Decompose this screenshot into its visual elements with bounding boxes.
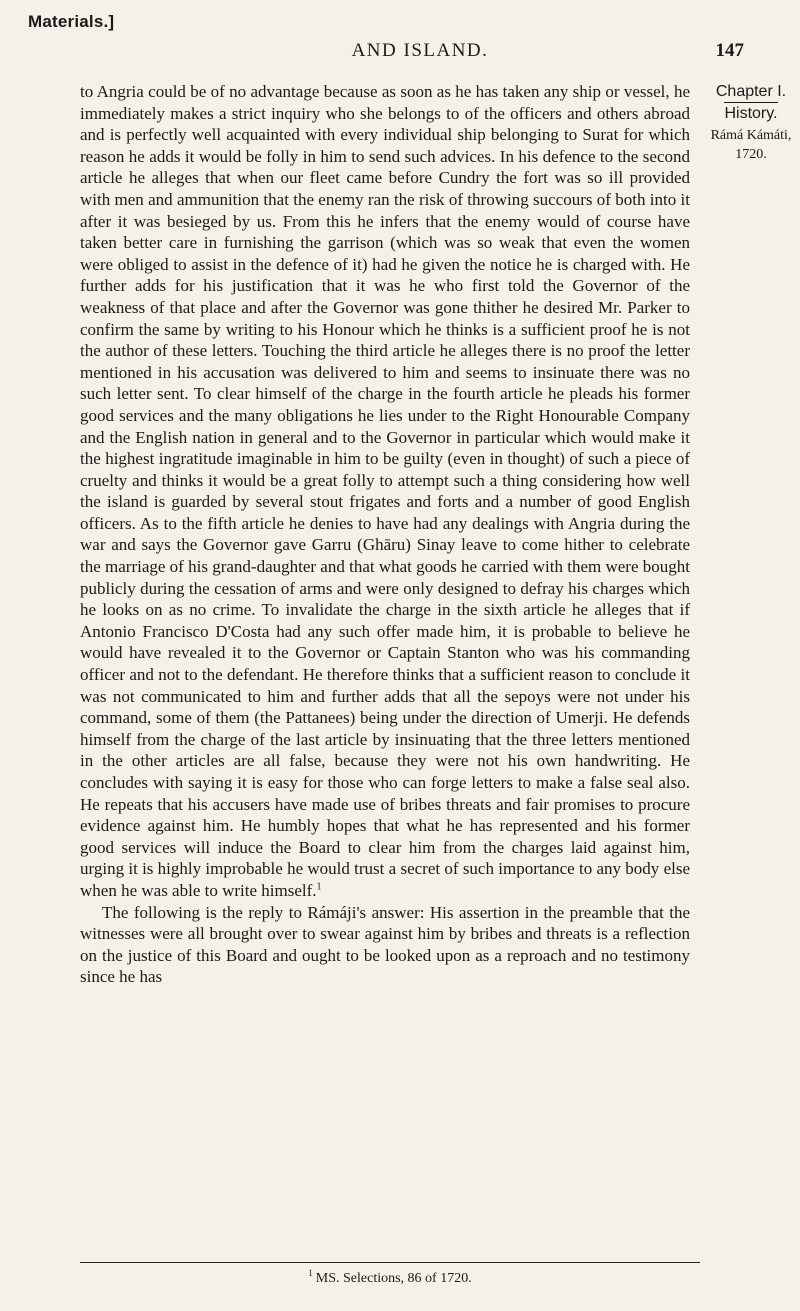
footnote-mark: 1 <box>308 1268 313 1279</box>
footnote <box>80 1270 700 1288</box>
margin-notes <box>706 82 796 163</box>
body-text <box>80 81 690 988</box>
paragraph <box>80 902 690 988</box>
footnote-divider <box>80 1262 700 1263</box>
margin-note-year: 1720. <box>735 147 767 162</box>
running-header-left: Materials.] <box>28 12 115 31</box>
paragraph-text: The following is the reply to Rámáji's answer: His assertion in the preamble that the witnesses were all brought over to swear against him by bribes and threats is a reflection on the justice of this Board and ought to be looked upon as a reproach and no testimony since he has <box>80 902 690 987</box>
paragraph-text: to Angria could be of no advantage because as soon as he has taken any ship or vessel, he immediately makes a strict inquiry who she belongs to of the officers and others abroad and is perfectly well acquainted with every individual ship belonging to Surat for which reason he adds it would be folly in him to send such advices. In his defence to the second article he alleges that when our fleet came before Cundry the fort was so ill provided with men and ammunition that the enemy ran the risk of throwing succours of both into it after it was besieged by us. From this he infers that the enemy would of course have taken better care in furnishing the garrison (which was so weak that even the women were obliged to assist in the defence of it) had he given the notice he is charged with. He further adds for his justification that it was he who first told the Governor of the weakness of that place and after the Governor was gone thither he desired Mr. Parker to confirm the same by writing to his Honour which he thinks is a sufficient proof he is not the author of these letters. Touching the third article he alleges there is no proof the letter mentioned in his accusation was delivered to him and seems to insinuate there was no such letter sent. To clear himself of the charge in the fourth article he pleads his former good services and the many obligations he lies under to the Right Honourable Company and the English nation in general and to the Governor in particular which would make it the highest ingratitude imaginable in him to be guilty (even in thought) of such a piece of cruelty and thinks it would be a great folly to attempt such a thing considering how well the island is guarded by several stout frigates and forts and a number of good English officers. As to the fifth article he denies to have had any dealings with Angria during the war and says the Governor gave Garru (Ghāru) Sinay leave to come hither to celebrate the marriage of his grand-daughter and that what goods he carried with them were bought publicly during the cessation of arms and were only designed to defray his charges which he looks on as no crime. To invalidate the charge in the sixth article he alleges that if Antonio Francisco D'Costa had any such offer made him, it is probable to believe he would have revealed it to the Governor or Captain Stanton who was his commanding officer and not to the defendant. He therefore thinks that a sufficient reason to conclude it was not communicated to him and further adds that all the sepoys were not under his command, some of them (the Pattanees) being under the direction of Umerji. He defends himself from the charge of the last article by insinuating that the three letters mentioned in the other articles are all false, because they were not his own handwriting. He concludes with saying it is easy for those who can forge letters to make a false seal also. He repeats that his accusers have made use of bribes threats and fair promises to procure evidence against him. He humbly hopes that what he has represented and his former good services will induce the Board to clear him from the charges laid against him, urging it is highly improbable he would trust a secret of such importance to any body else when he was able to write himself. <box>80 82 690 900</box>
margin-note-subject: Rámá Kámáti, <box>710 128 792 143</box>
footnote-reference: 1 <box>316 881 322 893</box>
margin-note-history: History. <box>724 102 777 125</box>
paragraph <box>80 81 690 902</box>
footnote-text: MS. Selections, 86 of 1720. <box>315 1271 472 1286</box>
page-number: 147 <box>715 40 744 61</box>
running-header-title: AND ISLAND. <box>351 40 489 61</box>
margin-note-chapter: Chapter I. <box>715 83 787 100</box>
